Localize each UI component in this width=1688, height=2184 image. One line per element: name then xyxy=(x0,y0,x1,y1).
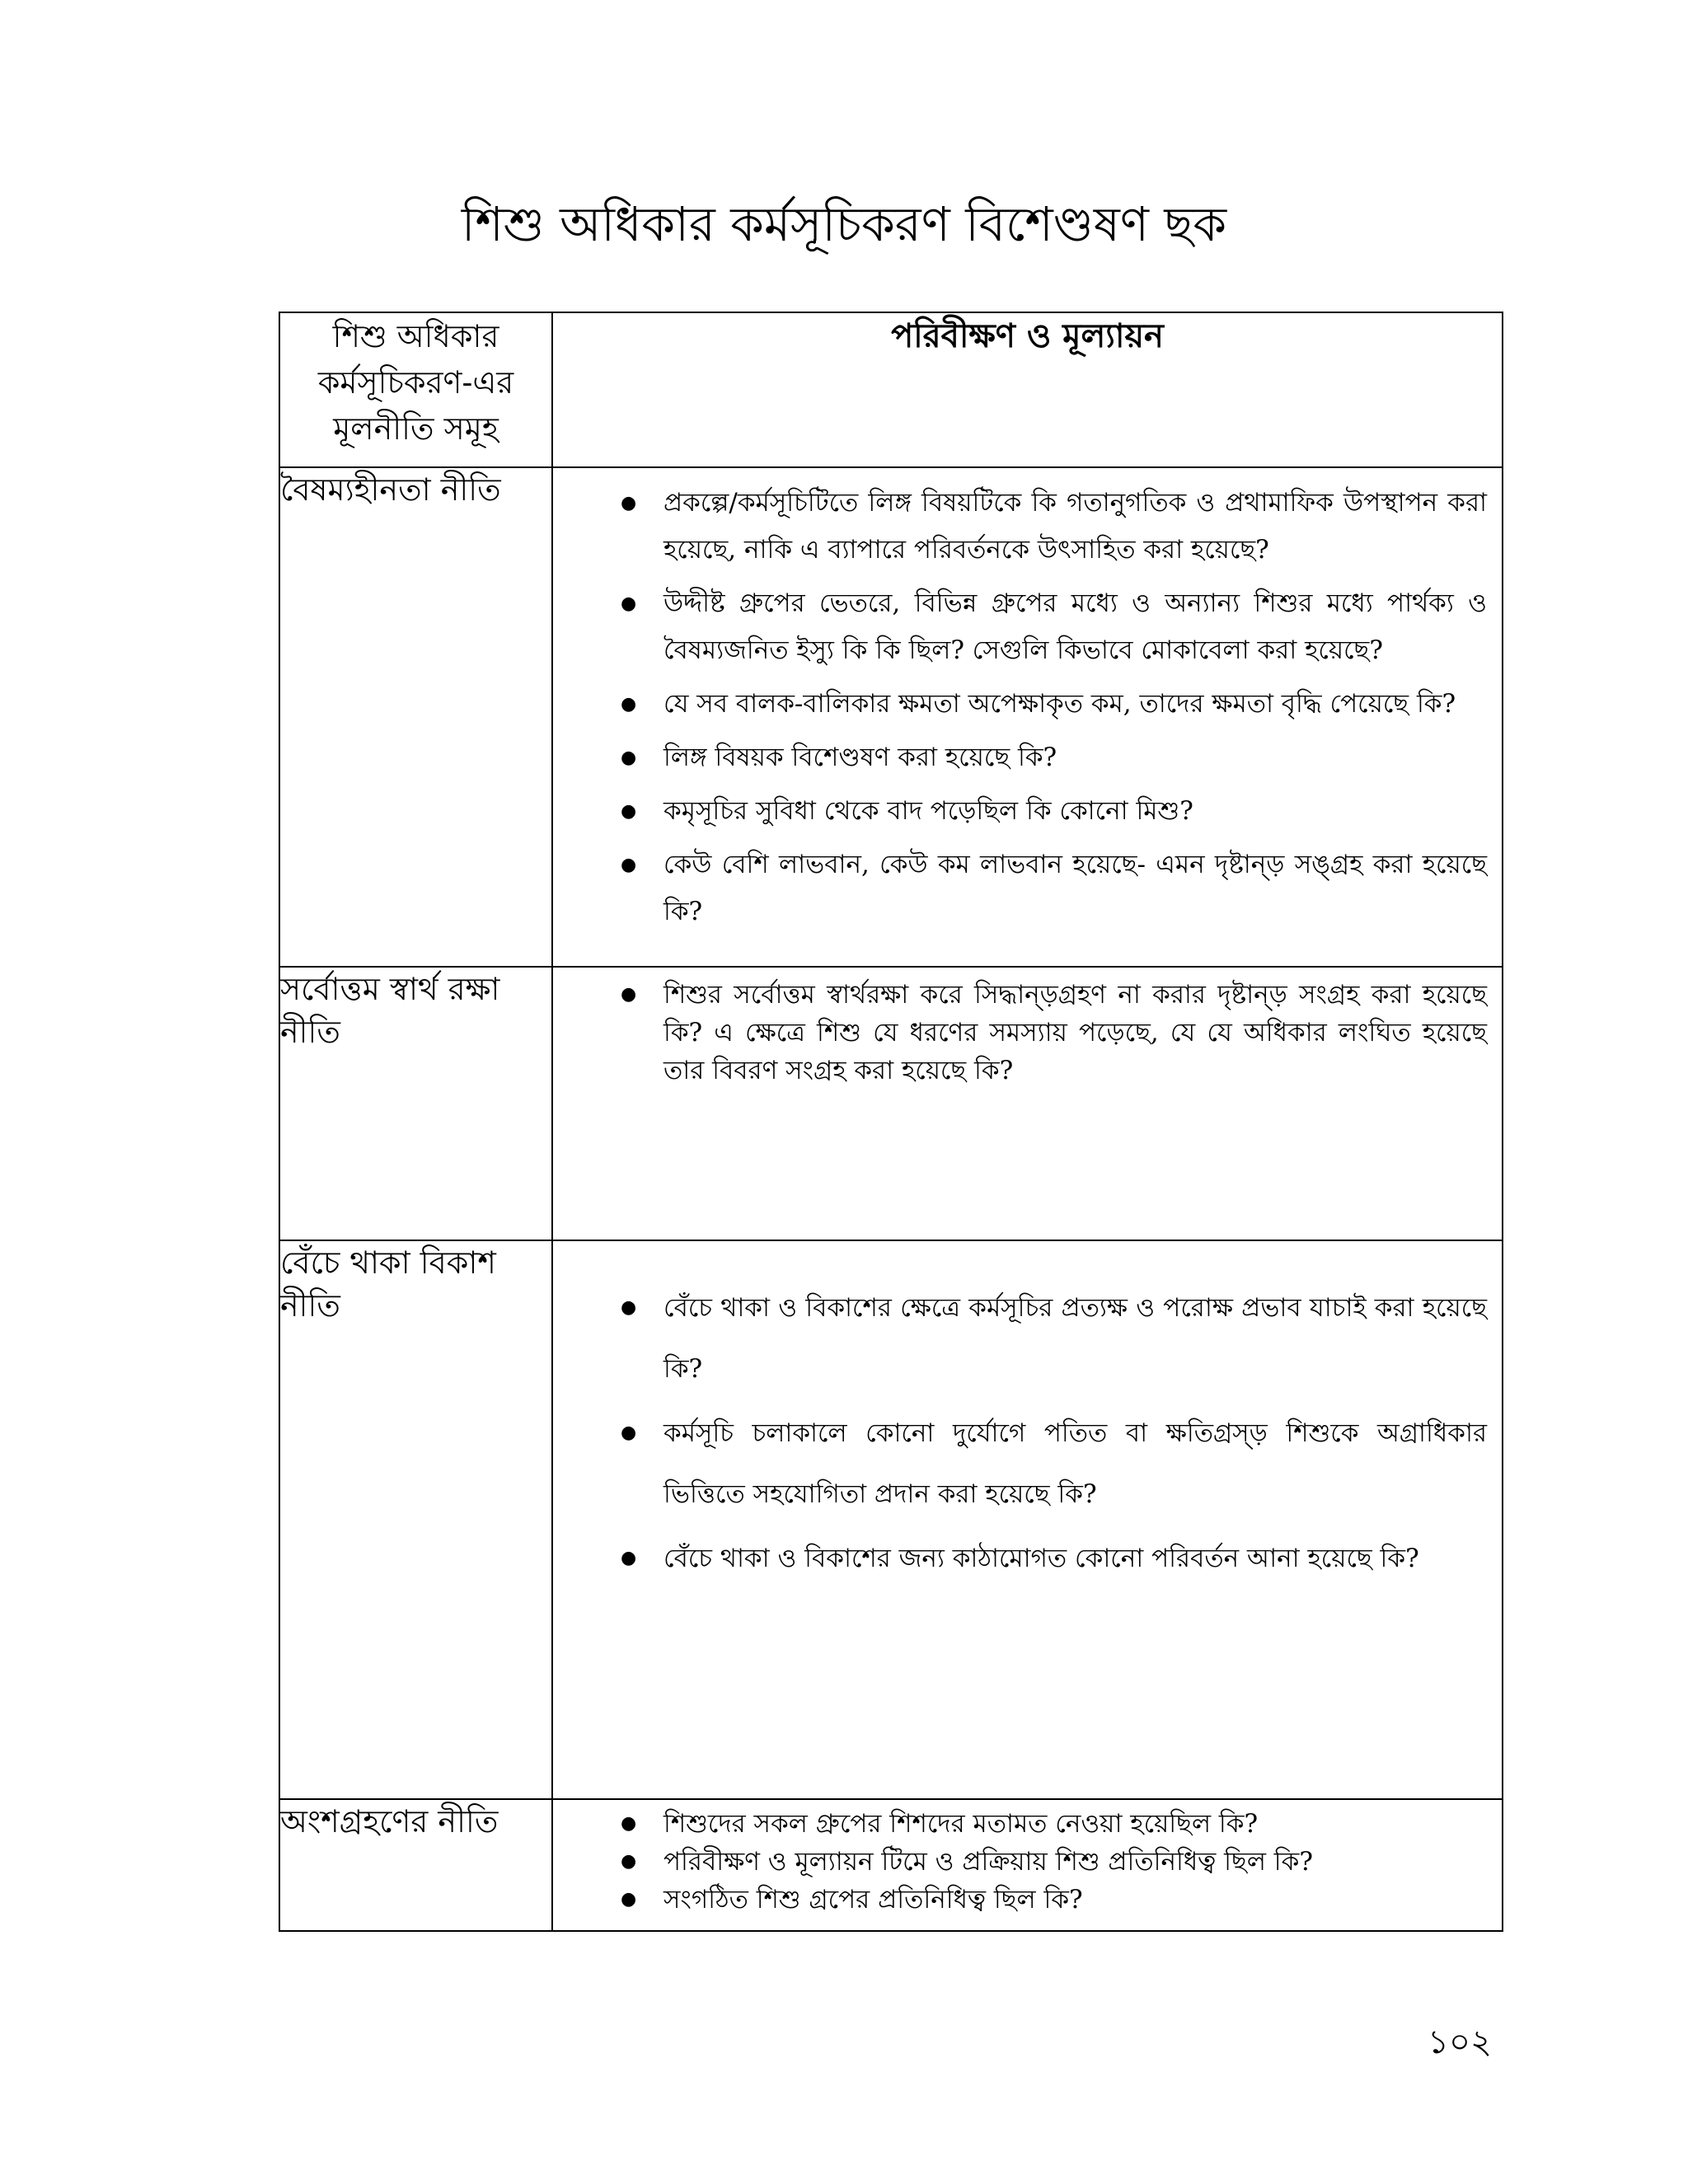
bullet-icon: ● xyxy=(621,1297,637,1318)
header-monitoring-evaluation: পরিবীক্ষণ ও মূল্যায়ন xyxy=(552,312,1503,467)
bullet-icon: ● xyxy=(621,1422,637,1443)
page-title: শিশু অধিকার কর্মসূচিকরণ বিশেণ্ডষণ ছক xyxy=(461,196,1227,252)
list-item: ● বেঁচে থাকা ও বিকাশের ক্ষেত্রে কর্মসূচির প্রত্যক্ষ ও পরোক্ষ প্রভাব যাচাই করা হয়েছে কি? xyxy=(553,1277,1487,1399)
points-list xyxy=(553,1800,1502,1919)
principle-survival-development: বেঁচে থাকা বিকাশ নীতি xyxy=(279,1240,552,1799)
bullet-icon: ● xyxy=(621,593,637,614)
list-item: ● পরিবীক্ষণ ও মূল্যায়ন টিমে ও প্রক্রিয়ায় শিশু প্রতিনিধিত্ব ছিল কি? xyxy=(553,1843,1487,1881)
table-header-row xyxy=(279,312,1503,467)
bullet-icon: ● xyxy=(621,1851,637,1872)
table-row xyxy=(279,967,1503,1240)
list-item: ● সংগঠিত শিশু গ্রপের প্রতিনিধিত্ব ছিল কি? xyxy=(553,1881,1487,1919)
list-item: ● যে সব বালক-বালিকার ক্ষমতা অপেক্ষাকৃত কম, তাদের ক্ষমতা বৃদ্ধি পেয়েছে কি? xyxy=(553,681,1487,728)
list-item: ● উদ্দীষ্ট গ্রুপের ভেতরে, বিভিন্ন গ্রুপের মধ্যে ও অন্যান্য শিশুর মধ্যে পার্থক্য ও বৈষম্যজনিত ইস্যু কি কি ছিল? সেগুলি কিভাবে মোকাবেলা করা হয়েছে? xyxy=(553,580,1487,674)
list-item: ● শিশুদের সকল গ্রুপের শিশদের মতামত নেওয়া হয়েছিল কি? xyxy=(553,1805,1487,1843)
bullet-icon: ● xyxy=(621,748,637,768)
points-cell xyxy=(552,1799,1503,1931)
points-list xyxy=(553,968,1502,1090)
analysis-table xyxy=(279,312,1503,1932)
table-row xyxy=(279,467,1503,967)
points-cell xyxy=(552,467,1503,967)
points-list xyxy=(553,468,1502,935)
table-row xyxy=(279,1799,1503,1931)
bullet-icon: ● xyxy=(621,1548,637,1568)
list-item: ● কেউ বেশি লাভবান, কেউ কম লাভবান হয়েছে- এমন দৃষ্টান্ড় সঙ্গ্রহ করা হয়েছে কি? xyxy=(553,841,1487,935)
table-row xyxy=(279,1240,1503,1799)
bullet-icon: ● xyxy=(621,1813,637,1834)
bullet-icon: ● xyxy=(621,984,637,1005)
bullet-icon: ● xyxy=(621,801,637,822)
list-item: ● প্রকল্পে/কর্মসূচিটিতে লিঙ্গ বিষয়টিকে কি গতানুগতিক ও প্রথামাফিক উপস্থাপন করা হয়েছে, নাকি এ ব্যাপারে পরিবর্তনকে উৎসাহিত করা হয়েছে? xyxy=(553,480,1487,574)
principle-non-discrimination: বৈষম্যহীনতা নীতি xyxy=(279,467,552,967)
points-cell xyxy=(552,1240,1503,1799)
bullet-icon: ● xyxy=(621,694,637,715)
points-list xyxy=(553,1241,1502,1589)
list-item: ● কমৃসূচির সুবিধা থেকে বাদ পড়েছিল কি কোনো মিশু? xyxy=(553,788,1487,835)
points-cell xyxy=(552,967,1503,1240)
principle-best-interest: সর্বোত্তম স্বার্থ রক্ষা নীতি xyxy=(279,967,552,1240)
list-item: ● কর্মসূচি চলাকালে কোনো দুর্যোগে পতিত বা ক্ষতিগ্রস্ড় শিশুকে অগ্রাধিকার ভিত্তিতে সহযোগিতা প্রদান করা হয়েছে কি? xyxy=(553,1403,1487,1525)
header-principles: শিশু অধিকার কর্মসূচিকরণ-এর মূলনীতি সমূহ xyxy=(279,312,552,467)
bullet-icon: ● xyxy=(621,493,637,513)
list-item: ● শিশুর সর্বোত্তম স্বার্থরক্ষা করে সিদ্ধান্ড়গ্রহণ না করার দৃষ্টান্ড় সংগ্রহ করা হয়েছে কি? এ ক্ষেত্রে শিশু যে ধরণের সমস্যায় পড়েছে, যে যে অধিকার লংঘিত হয়েছে তার বিবরণ সংগ্রহ করা হয়েছে কি? xyxy=(553,976,1487,1090)
list-item: ● লিঙ্গ বিষয়ক বিশেণ্ডষণ করা হয়েছে কি? xyxy=(553,734,1487,781)
bullet-icon: ● xyxy=(621,1889,637,1910)
principle-participation: অংশগ্রহণের নীতি xyxy=(279,1799,552,1931)
bullet-icon: ● xyxy=(621,855,637,875)
list-item: ● বেঁচে থাকা ও বিকাশের জন্য কাঠামোগত কোনো পরিবর্তন আনা হয়েছে কি? xyxy=(553,1528,1487,1589)
page-number: ১০২ xyxy=(1428,2023,1492,2061)
